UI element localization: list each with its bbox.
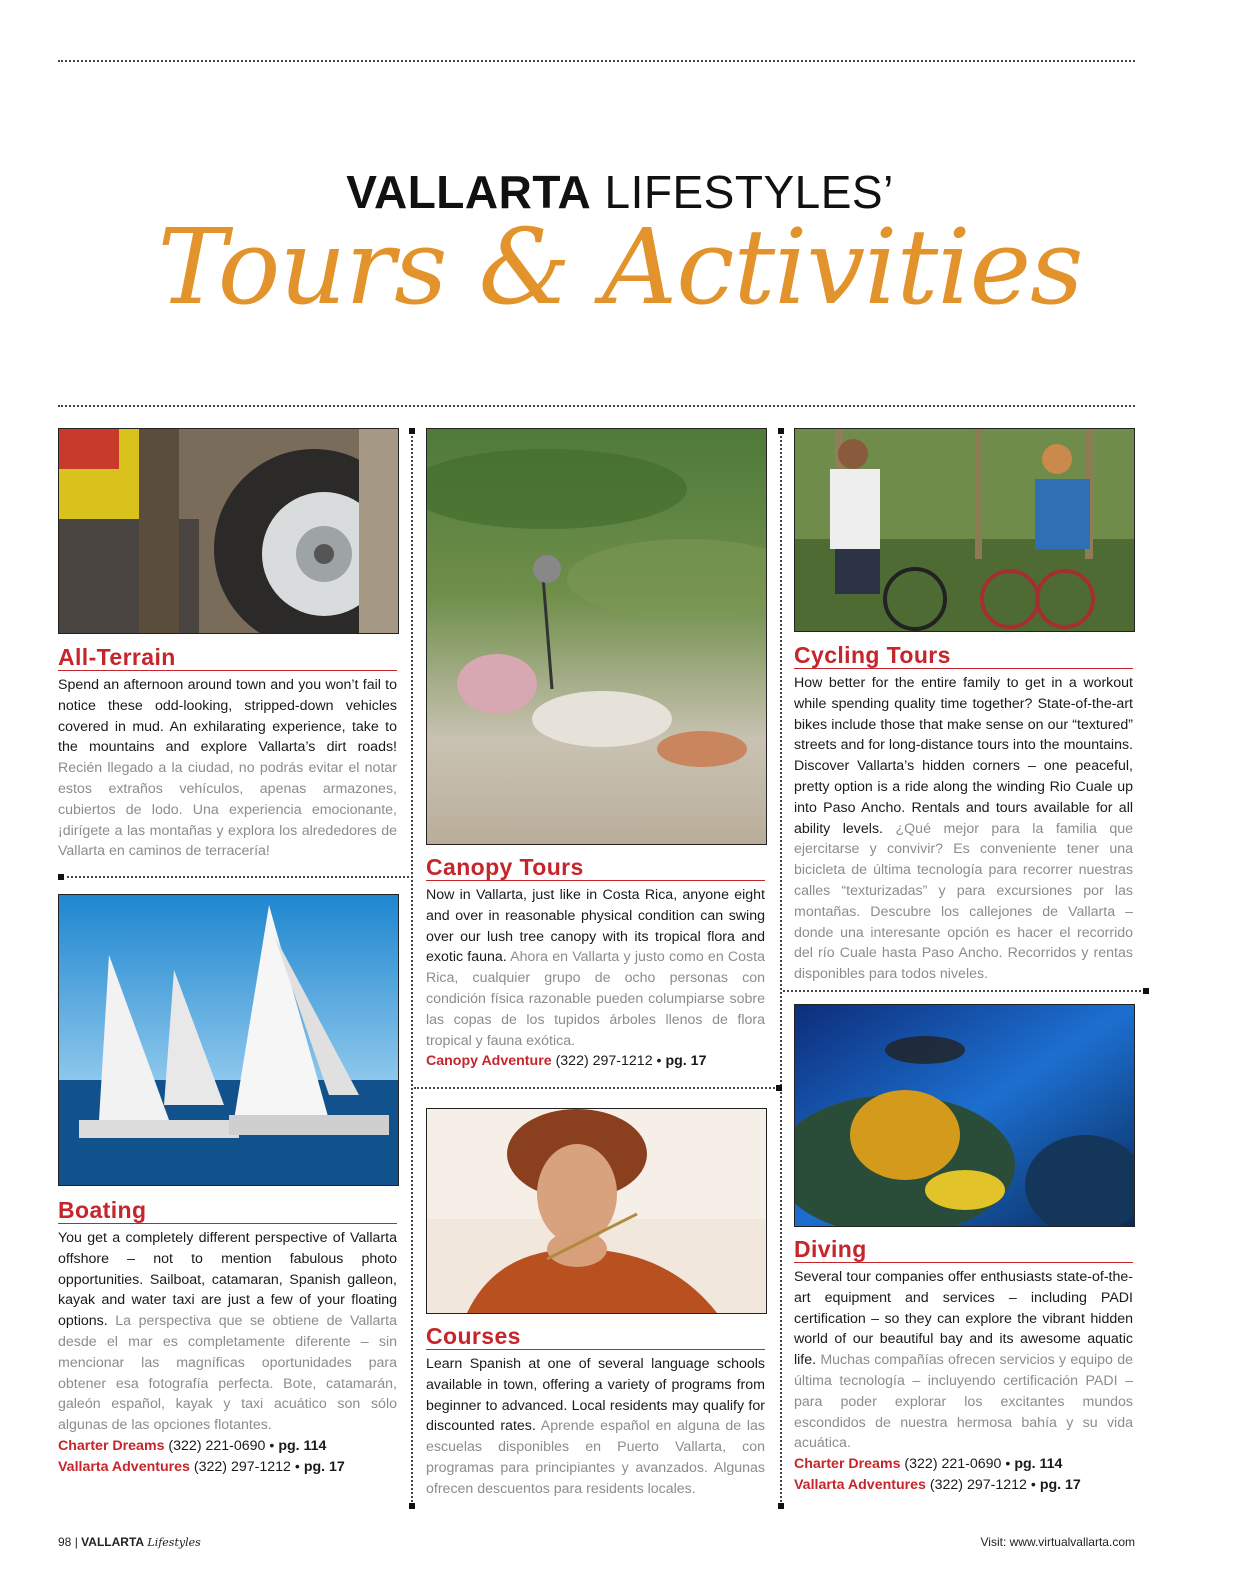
contact-bullet: •: [656, 1053, 662, 1070]
boating-spanish: La perspectiva que se obtiene de Vallarta desde el mar es completamente diferente – sin mencionar las magníficas oportunidades para obtener esa fotografía perfecta. Bote, catamarán, galeón español, kayak y taxi acuático son sólo algunas de las opciones flotantes.: [58, 1313, 397, 1434]
row-divider-right: [783, 990, 1145, 992]
contact-phone: (322) 221-0690: [904, 1456, 1002, 1473]
cycling-heading: Cycling Tours: [794, 643, 1133, 669]
header-dotted-rule: [58, 405, 1135, 407]
canopy-text: [426, 885, 765, 1051]
cycling-english: How better for the entire family to get in a workout while spending quality time together? State-of-the-art bikes include those that make sense on our “textured” streets and for long-distance tours into the mountains. Discover Vallarta’s hidden corners – one peaceful, pretty option is a ride along the winding Rio Cuale up into Paso Ancho. Rentals and tours available for all ability levels.: [794, 675, 1133, 837]
footer-folio: [58, 1535, 201, 1549]
courses-spanish: Aprende español en alguna de las escuelas disponibles en Puerto Vallarta, con programas para principiantes y avanzados. Algunas ofrecen descuentos para residents locales.: [426, 1418, 765, 1497]
title-script: Tours & Activities: [157, 206, 1083, 328]
contact-line: [794, 1475, 1133, 1496]
diving-photo: [794, 1004, 1135, 1227]
contact-page: pg. 114: [1014, 1456, 1063, 1473]
cycling-text: [794, 673, 1133, 985]
contact-page: pg. 17: [303, 1458, 345, 1475]
top-dotted-rule: [58, 60, 1135, 62]
contact-name[interactable]: Charter Dreams: [58, 1437, 165, 1454]
section-cycling-tours: [794, 643, 1133, 985]
contact-line: [58, 1436, 397, 1457]
courses-text: [426, 1354, 765, 1500]
contact-bullet: •: [1030, 1476, 1036, 1493]
all-terrain-heading: All-Terrain: [58, 645, 397, 671]
contact-bullet: •: [1005, 1456, 1011, 1473]
page-number: 98: [58, 1535, 72, 1549]
divider-end-mark: [1143, 988, 1149, 994]
divider-end-mark: [778, 428, 784, 434]
cycling-photo: [794, 428, 1135, 632]
row-divider-middle: [414, 1087, 778, 1089]
all-terrain-text: [58, 675, 397, 862]
contact-name[interactable]: Vallarta Adventures: [58, 1458, 190, 1475]
row-divider-left: [62, 876, 409, 878]
canopy-photo: [426, 428, 767, 845]
contact-line: [794, 1454, 1133, 1475]
column-divider-right: [780, 428, 782, 1506]
contact-line: [426, 1051, 765, 1072]
footer-brand-script: Lifestyles: [147, 1536, 201, 1549]
contact-phone: (322) 297-1212: [929, 1476, 1027, 1493]
section-canopy-tours: [426, 855, 765, 1072]
contact-page: pg. 17: [1039, 1476, 1081, 1493]
diving-heading: Diving: [794, 1237, 1133, 1263]
courses-heading: Courses: [426, 1324, 765, 1350]
column-divider-left: [411, 428, 413, 1506]
canopy-spanish: Ahora en Vallarta y justo como en Costa Rica, cualquier grupo de ocho personas con condición física razonable pueden columpiarse sobre las copas de los tupidos árboles llenos de flora tropical y fauna exótica.: [426, 949, 765, 1049]
courses-english: Learn Spanish at one of several language schools available in town, offering a variety of programs from beginner to advanced. Local residents may qualify for discounted rates.: [426, 1356, 765, 1435]
courses-photo: [426, 1108, 767, 1314]
all-terrain-spanish: Recién llegado a la ciudad, no podrás evitar el notar estos extraños vehículos, apenas armazones, cubiertos de lodo. Una experiencia emocionante, ¡dirígete a las montañas y explora los alrededores de Vallarta en caminos de terracería!: [58, 760, 397, 860]
title-bold: VALLARTA: [346, 166, 592, 218]
diving-spanish: Muchas compañías ofrecen servicios y equipo de última tecnología – incluyendo certificación PADI – para poder explorar los excitantes mundos escondidos de nuestra hermosa bahía y su vida acuática.: [794, 1352, 1133, 1452]
diving-text: [794, 1267, 1133, 1454]
boating-photo: [58, 894, 399, 1186]
divider-end-mark: [409, 428, 415, 434]
boating-heading: Boating: [58, 1198, 397, 1224]
footer-visit-link[interactable]: Visit: www.virtualvallarta.com: [980, 1535, 1135, 1549]
canopy-heading: Canopy Tours: [426, 855, 765, 881]
boating-text: [58, 1228, 397, 1436]
section-all-terrain: [58, 645, 397, 862]
cycling-spanish: ¿Qué mejor para la familia que ejercitarse y convivir? Es conveniente tener una bicicleta de última tecnología para recorrer nuestras calles “texturizadas” y para excursiones por las montañas. Descubre los callejones de Vallarta – donde una interesante opción es hacer el recorrido del río Cuale hasta Paso Ancho. Recorridos y rentas disponibles para todos niveles.: [794, 820, 1133, 983]
footer-brand: VALLARTA: [81, 1535, 145, 1549]
contact-page: pg. 17: [665, 1053, 707, 1070]
contact-page: pg. 114: [278, 1437, 327, 1454]
divider-end-mark: [778, 1503, 784, 1509]
section-courses: [426, 1324, 765, 1500]
contact-name[interactable]: Canopy Adventure: [426, 1053, 552, 1070]
divider-end-mark: [58, 874, 64, 880]
contact-bullet: •: [294, 1458, 300, 1475]
contact-name[interactable]: Vallarta Adventures: [794, 1476, 926, 1493]
contact-phone: (322) 297-1212: [555, 1053, 653, 1070]
contact-line: [58, 1457, 397, 1478]
contact-bullet: •: [269, 1437, 275, 1454]
contact-name[interactable]: Charter Dreams: [794, 1456, 901, 1473]
boating-english: You get a completely different perspective of Vallarta offshore – not to mention fabulous photo opportunities. Sailboat, catamaran, Spanish galleon, kayak and water taxi are just a few of your floating options.: [58, 1230, 397, 1330]
diving-english: Several tour companies offer enthusiasts state-of-the-art equipment and services – including PADI certification – so they can explore the vibrant hidden world of our beautiful bay and its awesome aquatic life.: [794, 1269, 1133, 1369]
contact-phone: (322) 297-1212: [193, 1458, 291, 1475]
all-terrain-photo: [58, 428, 399, 634]
canopy-english: Now in Vallarta, just like in Costa Rica, anyone eight and over in reasonable physical condition can swing over our lush tree canopy with its tropical flora and exotic fauna.: [426, 887, 765, 966]
section-boating: [58, 1198, 397, 1478]
divider-end-mark: [776, 1085, 782, 1091]
contact-phone: (322) 221-0690: [168, 1437, 266, 1454]
footer-separator: |: [74, 1535, 78, 1549]
divider-end-mark: [409, 1503, 415, 1509]
title-light: LIFESTYLES’: [604, 166, 894, 218]
all-terrain-english: Spend an afternoon around town and you won’t fail to notice these odd-looking, stripped-down vehicles covered in mud. An exhilarating experience, take to the mountains and explore Vallarta’s dirt roads!: [58, 677, 397, 756]
section-diving: [794, 1237, 1133, 1496]
